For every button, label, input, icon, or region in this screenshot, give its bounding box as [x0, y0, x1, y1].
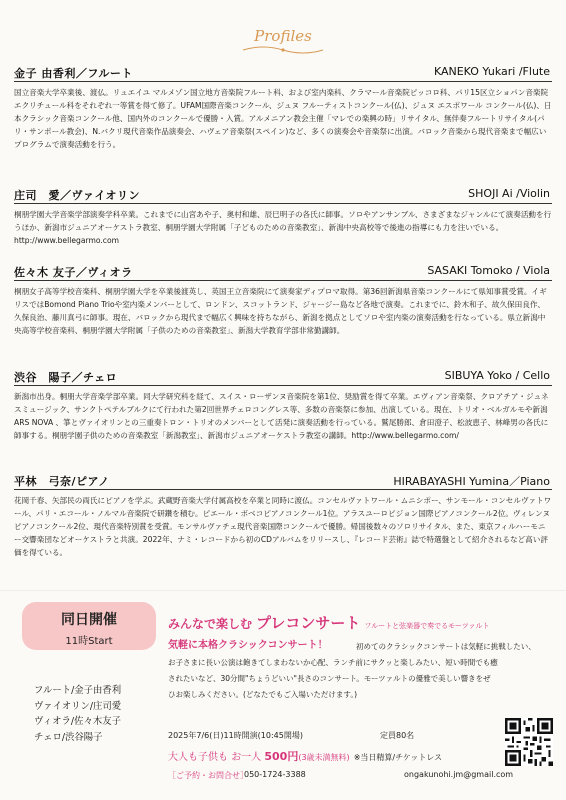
- header-title: Profiles: [254, 27, 312, 45]
- profile-bio: 花岡千春、矢部民の両氏にピアノを学ぶ。武蔵野音楽大学付属高校を卒業と同時に渡仏。コンセルヴァトワール・ムニシポー、サンモール・コンセルヴァトワール、パリ・エコール・ノルマル音楽院で研鑽を積む。ピエール・ボベコピアノコンクール1位。アラスユーロピジョン国際ピアノコンクール2位。ヴィレンヌピアノコンクール2位、現代音楽特別賞を受賞。モンサルヴァチェ現代音楽国際コンクールで優勝。帰国後数々のソロリサイタル、また、東京フィルハーモニー交響楽団などオーケストラと共演。2022年、ナミ・レコードから初のCDアルバムをリリースし、『レコード芸術』誌で特選盤として紹介されるなど高い評価を得ている。: [14, 496, 552, 557]
- contact-label: ［ご予約・お問合せ］: [168, 771, 248, 780]
- price-amount: 500円: [264, 750, 299, 763]
- same-day-badge: [22, 602, 156, 650]
- profile-piano: [14, 473, 552, 559]
- qr-code-icon[interactable]: [505, 718, 553, 766]
- price-label: お一人: [231, 752, 262, 763]
- profile-name-jp: 渋谷 陽子／チェロ: [14, 371, 118, 384]
- price-ticket: ※当日精算/チケットレス: [353, 753, 443, 762]
- profile-name-en: SHOJI Ai /Violin: [468, 187, 550, 200]
- price-prefix: 大人も子供も: [168, 752, 228, 763]
- performer-item: フルート/金子由香利: [34, 685, 122, 696]
- profile-flute: [14, 65, 552, 151]
- contact-email: ongakunohi.jm@gmail.com: [404, 770, 514, 779]
- event-description-1: 初めてのクラシックコンサートは気軽に挑戦したい、: [356, 642, 536, 651]
- performer-item: ヴィオラ/佐々木友子: [34, 716, 121, 727]
- profile-cello: [14, 369, 552, 442]
- profile-name-jp: 金子 由香利／フルート: [14, 67, 133, 80]
- profile-name-jp: 平林 弓奈/ピアノ: [14, 475, 110, 488]
- profile-name-jp: 佐々木 友子／ヴィオラ: [14, 266, 133, 279]
- event-title-part3: フルートと弦楽器で奏でるモーツァルト: [364, 622, 490, 630]
- badge-main-text: 同日開催: [61, 612, 117, 628]
- event-date: 2025年7/6(日)11時開演(10:45開場): [168, 731, 303, 740]
- performer-list: [34, 683, 121, 745]
- profile-bio: 桐朋学園大学音楽学部演奏学科卒業。これまでに山宮あや子、奥村和雄、辰巳明子の各氏に師事。ソロやアンサンブル、さまざまなジャンルにて演奏活動を行うほか、新潟市ジュニアオーケストラ教室、桐朋学園大学附属「子どものための音楽教室」、新潟中央高校等で後進の指導にも力を注いでいる。http://www.bellegarmo.com: [14, 210, 552, 245]
- event-price: [168, 748, 442, 764]
- performer-item: ヴァイオリン/庄司愛: [34, 700, 122, 712]
- profile-bio: 桐朋女子高等学校音楽科、桐朋学園大学を卒業後渡英し、英国王立音楽院にて演奏家ディプロマ取得。第36回新潟県音楽コンクールにて県知事賞受賞。イギリスではBomond Piano Trioや室内楽メンバーとして、ロンドン、スコットランド、ジャージー島など各地で演奏。これまでに、鈴木和子、故久保田良作、久保良治、藤川真弓に師事。現在、バロックから現代まで幅広く興味を持ちながら、新潟を拠点としてソロや室内楽の演奏活動を行なっている。県立新潟中央高等学校音楽科、桐朋学園大学附属「子供のための音楽教室」、新潟大学教育学部非常勤講師。: [14, 287, 547, 335]
- performer-item: チェロ/渋谷陽子: [34, 731, 103, 743]
- profile-bio: 国立音楽大学卒業後、渡仏。リュエイユ マルメゾン国立地方音楽院フルート科、および室内楽科、クラマール音楽院ピッコロ科、パリ15区立ショパン音楽院エクリチュール科をそれぞれ一等賞を得て修了。UFAM国際音楽コンクール、ジュヌ フルーティストコンクール(仏)、ジュヌ エスポワール コンクール(仏)、日本クラシック音楽コンクール他、国内外のコンクールで優勝・入賞。アルメニアン教会主催「マレでの楽興の時」リサイタル、無伴奏フルートリサイタル(パリ・サンポール教会)、N.バクリ現代音楽作品演奏会、ハヴェア音楽祭(スペイン)など、多くの演奏会や音楽祭に出演。バロック音楽から現代音楽まで幅広いプログラムで演奏活動を行う。: [14, 88, 552, 149]
- profile-name-en: HIRABAYASHI Yumina／Piano: [393, 475, 550, 488]
- contact-tel: 050-1724-3388: [244, 770, 306, 779]
- profile-name-en: SIBUYA Yoko / Cello: [444, 369, 550, 382]
- event-lead: 気軽に本格クラシックコンサート！: [168, 640, 328, 651]
- event-description-2: お子さまに長い公演は飽きてしまわないか心配、ランチ前にサクッと楽しみたい、短い時間でも癒されたいなど、30分間"ちょうどいい"長さのコンサート。モーツァルトの優雅で美しい響きをぜひお楽しみください。(どなたでもご入場いただけます。): [168, 658, 498, 699]
- event-capacity: 定員80名: [380, 731, 415, 740]
- event-title-part2: プレコンサート: [256, 614, 361, 632]
- ornament-decoration: [238, 44, 328, 56]
- event-title-part1: みんなで楽しむ: [168, 617, 253, 631]
- event-title: [168, 612, 560, 633]
- section-divider: [0, 590, 566, 591]
- profile-viola: [14, 264, 552, 337]
- badge-sub-text: 11時Start: [65, 636, 113, 647]
- price-note: (3歳未満無料): [298, 753, 350, 762]
- profile-name-jp: 庄司 愛／ヴァイオリン: [14, 189, 141, 202]
- profile-bio: 新潟市出身。桐朋大学音楽学部卒業。同大学研究科を経て、スイス・ローザンヌ音楽院を第1位、奨励賞を得て卒業。エヴィアン音楽祭、クロアチア・ジュネスミュージック、サンクトペテルブルクにて行われた第2回世界チェロコングレス等、多数の音楽祭に参加、出演している。現在、トリオ・ベルガルモや新潟 ARS NOVA 、箏とヴァイオリンとの三重奏トロン・トリオのメンバーとして活発に演奏活動を行っている。鷲尾勝郎、倉田澄子、松波恵子、林峰男の各氏に師事する。桐朋学園子供のための音楽教室「新潟教室」、新潟市ジュニアオーケストラ教室の講師。http://www.bellegarmo.com/: [14, 392, 549, 440]
- profile-violin: [14, 187, 552, 247]
- profile-name-en: SASAKI Tomoko / Viola: [427, 264, 550, 277]
- profile-name-en: KANEKO Yukari /Flute: [433, 65, 550, 78]
